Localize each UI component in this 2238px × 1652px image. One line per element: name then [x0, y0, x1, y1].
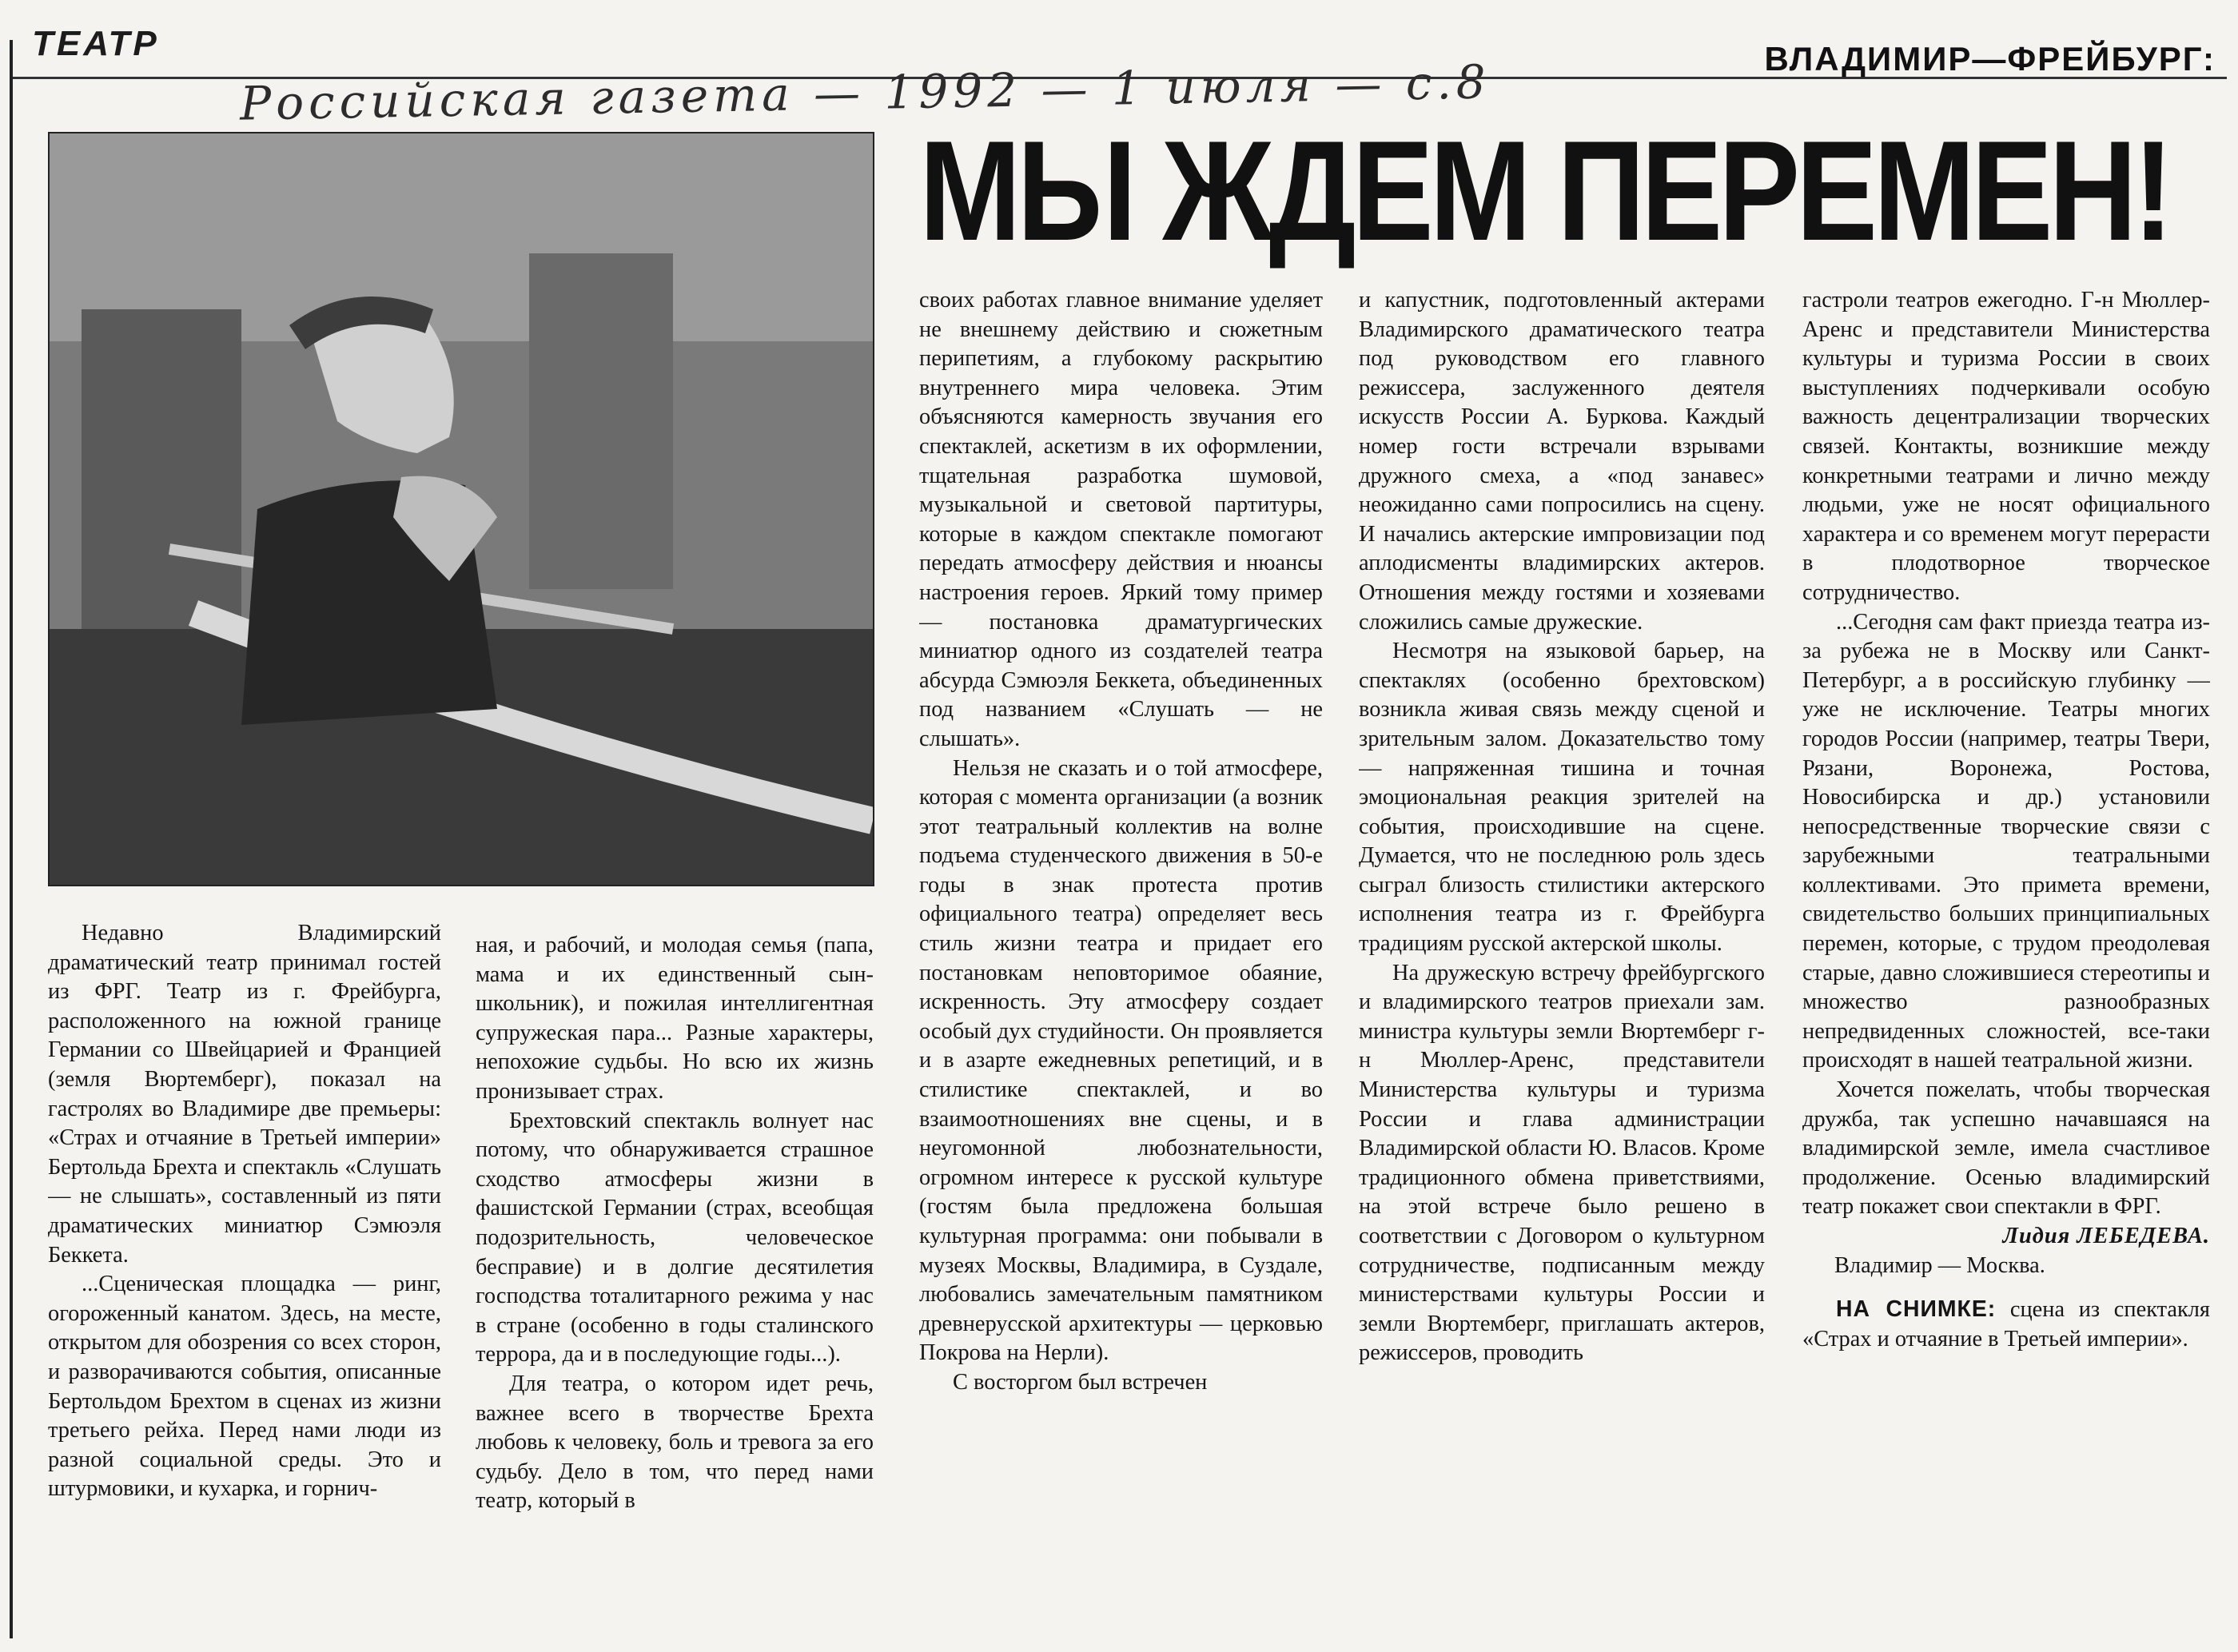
article-column-3 [919, 286, 1323, 1621]
col4-paragraph: На дружескую встречу фрейбургского и владимирского театров приехали зам. министра культуры земли Вюртемберг г-н Мюллер-Аренс, представители Министерства культуры и туризма России и глава администрации Владимирской области Ю. Власов. Кроме традиционного обмена приветствиями, на этой встрече было решено в соответствии с Договором о культурном сотрудничестве, подписанным между министерствами культуры России и земли Вюртемберг, приглашать актеров, режиссеров, проводить [1359, 960, 1765, 1366]
col3-paragraph: Нельзя не сказать и о той атмосфере, которая с момента организации (а возник этот театральный коллектив на волне подъема студенческого движения в 50-е годы в знак протеста против официального театра) определяет весь стиль жизни театра и придает его постановкам неповторимое обаяние, искренность. Эту атмосферу создает особый дух студийности. Он проявляется и в азарте ежедневных репетиций, и в стилистике спектаклей, и во взаимоотношениях вне сцены, и в неугомонной любознательности, огромном интересе к русской культуре (гостям была предложена большая культурная программа: они побывали в музеях Москвы, Владимира, в Суздале, любовались замечательным памятником древнерусской архитектуры — церковью Покрова на Нерли). [919, 755, 1323, 1366]
photo-caption [1802, 1295, 2210, 1354]
col5-paragraph: ...Сегодня сам факт приезда театра из-за рубежа не в Москву или Санкт-Петербург, а в российскую глубинку — уже не исключение. Театры многих городов России (например, театры Твери, Рязани, Воронежа, Ростова, Новосибирска и др.) установили непосредственные творческие связи с зарубежными театральными коллективами. Это примета времени, свидетельство больших принципиальных перемен, которые, с трудом преодолевая старые, давно сложившиеся стереотипы и множество разнообразных непредвиденных сложностей, все-таки происходят в нашей театральной жизни. [1802, 609, 2210, 1073]
col3-paragraph: С восторгом был встречен [953, 1369, 1208, 1395]
col5-paragraph: Хочется пожелать, чтобы творческая дружба, так успешно начавшаяся на владимирской земле, имела счастливое продолжение. Осенью владимирский театр покажет свои спектакли в ФРГ. [1802, 1077, 2210, 1220]
caption-text: сцена из спектакля «Страх и отчаяние в Третьей империи». [1802, 1297, 2210, 1351]
handwritten-source-note: Российская газета — 1992 — 1 июля — с.8 [239, 54, 1491, 131]
photo-scene-illustration [50, 133, 873, 885]
headline-kicker: ВЛАДИМИР—ФРЕЙБУРГ: [1764, 40, 2216, 78]
col2-paragraph: ная, и рабочий, и молодая семья (папа, мама и их единственный сын-школьник), и пожилая интеллигентная супружеская пара... Разные характеры, непохожие судьбы. Но всю их жизнь пронизывает страх. [476, 933, 874, 1104]
col5-paragraph: гастроли театров ежегодно. Г-н Мюллер-Аренс и представители Министерства культуры и туризма России в своих выступлениях подчеркивали особую важность децентрализации творческих связей. Контакты, возникшие между конкретными театрами и лично между людьми, уже не носят официального характера и со временем могут перерасти в плодотворное творческое сотрудничество. [1802, 288, 2210, 605]
article-column-2 [476, 931, 874, 1618]
left-border-rule [10, 40, 13, 1638]
col3-paragraph: своих работах главное внимание уделяет не внешнему действию и сюжетным перипетиям, а глубокому раскрытию внутреннего мира человека. Этим объясняются камерность звучания его спектаклей, аскетизм в их оформлении, тщательная разработка шумовой, музыкальной и световой партитуры, которые в каждом спектакле помогают передать атмосферу действия и нюансы настроения героев. Яркий тому пример — постановка драматургических миниатюр одного из создателей театра абсурда Сэмюэля Беккета, объединенных под названием «Слушать — не слышать». [919, 288, 1323, 751]
article-column-5 [1802, 286, 2210, 1621]
article-headline: МЫ ЖДЕМ ПЕРЕМЕН! [919, 111, 2170, 270]
article-column-1 [48, 919, 441, 1614]
author-city: Владимир — Москва. [1834, 1252, 2045, 1278]
col4-paragraph: и капустник, подготовленный актерами Владимирского драматического театра под руководством его главного режиссера, заслуженного деятеля искусств России А. Буркова. Каждый номер гости встречали взрывами дружного смеха, а «под занавес» неожиданно сами попросились на сцену. И начались актерские импровизации под аплодисменты владимирских актеров. Отношения между гостями и хозяевами сложились самые дружеские. [1359, 288, 1765, 635]
article-column-4 [1359, 286, 1765, 1621]
section-rubric: ТЕАТР [32, 24, 160, 63]
col1-paragraph: Недавно Владимирский драматический театр принимал гостей из ФРГ. Театр из г. Фрейбурга, расположенного на южной границе Германии со Швейцарией и Францией (земля Вюртемберг), показал на гастролях во Владимире две премьеры: «Страх и отчаяние в Третьей империи» Бертольда Брехта и спектакль «Слушать — не слышать», составленный из пяти драматических миниатюр Сэмюэля Беккета. [48, 921, 441, 1268]
col1-paragraph: ...Сценическая площадка — ринг, огороженный канатом. Здесь, на месте, открытом для обозрения со всех сторон, и разворачиваются события, описанные Бертольдом Брехтом в сценах из жизни третьего рейха. Перед нами люди из разной социальной среды. Это и штурмовики, и кухарка, и горнич- [48, 1272, 441, 1502]
article-photo [48, 132, 874, 886]
col2-paragraph: Брехтовский спектакль волнует нас потому, что обнаруживается страшное сходство атмосферы жизни в фашистской Германии (страх, всеобщая подозрительность, человеческое бесправие) и в долгие десятилетия господства тоталитарного режима у нас в стране (особенно в годы сталинского террора, да и в последующие годы...). [476, 1108, 874, 1367]
author-signature: Лидия ЛЕБЕДЕВА. [2002, 1224, 2210, 1248]
col2-paragraph: Для театра, о котором идет речь, важнее всего в творчестве Брехта любовь к человеку, боль и тревога за его судьбу. Дело в том, что перед нами театр, который в [476, 1371, 874, 1514]
col4-paragraph: Несмотря на языковой барьер, на спектаклях (особенно брехтовском) возникла живая связь между сценой и зрительным залом. Доказательство тому — напряженная тишина и точная эмоциональная реакция зрителей на события, происходившие на сцене. Думается, что не последнюю роль здесь сыграл близость стилистики актерского исполнения театра из г. Фрейбурга традициям русской актерской школы. [1359, 639, 1765, 957]
caption-label: НА СНИМКЕ: [1836, 1296, 1997, 1323]
